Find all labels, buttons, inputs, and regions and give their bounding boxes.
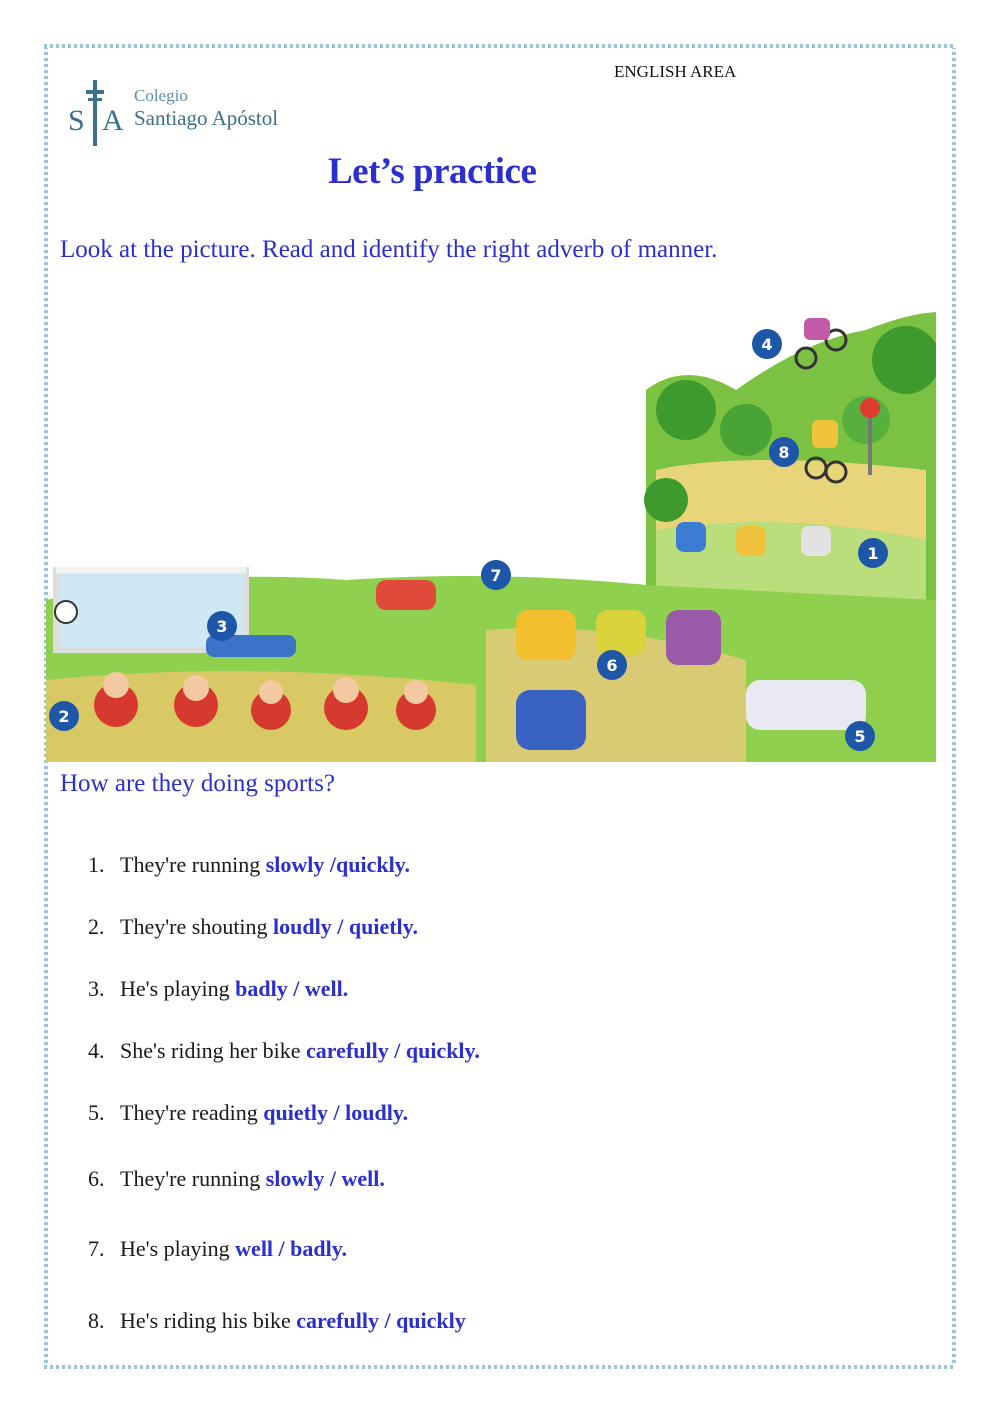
answer-options[interactable]: loudly / quietly <box>273 914 413 939</box>
school-logo <box>66 78 326 158</box>
english-area-label: ENGLISH AREA <box>614 62 737 81</box>
exercise-item-6: 6. They're running slowly / well. <box>88 1166 385 1191</box>
answer-options[interactable]: slowly /quickly <box>265 852 405 877</box>
answer-options[interactable]: carefully / quickly <box>296 1308 466 1333</box>
svg-text:A: A <box>102 104 124 137</box>
marker-2: 2 <box>58 707 70 726</box>
question-text: How are they doing sports? <box>60 770 335 797</box>
answer-options[interactable]: quietly / loudly. <box>263 1100 409 1125</box>
answer-options[interactable]: slowly / well. <box>265 1166 385 1191</box>
marker-3: 3 <box>216 617 228 636</box>
page-title: Let’s practice <box>328 151 537 192</box>
sports-park-illustration <box>46 300 936 762</box>
exercise-item-8: 8. He's riding his bike carefully / quickly <box>88 1308 466 1333</box>
marker-1: 1 <box>867 544 879 563</box>
answer-options[interactable]: carefully / quickly <box>306 1038 475 1063</box>
marker-4: 4 <box>761 335 773 354</box>
answer-options[interactable]: well / badly. <box>235 1236 348 1261</box>
school-name: Santiago Apóstol <box>134 106 279 130</box>
marker-7: 7 <box>490 566 502 585</box>
answer-options[interactable]: badly / well. <box>235 976 349 1001</box>
exercise-item-4: 4. She's riding her bike carefully / quickly. <box>88 1038 480 1063</box>
exercise-item-7: 7. He's playing well / badly. <box>88 1236 348 1261</box>
exercise-item-5: 5. They're reading quietly / loudly. <box>88 1100 409 1125</box>
school-prefix: Colegio <box>134 86 188 105</box>
marker-5: 5 <box>854 727 866 746</box>
svg-text:S: S <box>68 104 85 137</box>
marker-6: 6 <box>606 656 618 675</box>
exercise-item-2: 2. They're shouting loudly / quietly. <box>88 914 418 939</box>
instruction-text: Look at the picture. Read and identify the right adverb of manner. <box>60 236 718 263</box>
school-crest-icon <box>66 78 126 148</box>
exercise-item-3: 3. He's playing badly / well. <box>88 976 349 1001</box>
exercise-item-1: 1. They're running slowly /quickly. <box>88 852 410 877</box>
marker-8: 8 <box>778 443 790 462</box>
